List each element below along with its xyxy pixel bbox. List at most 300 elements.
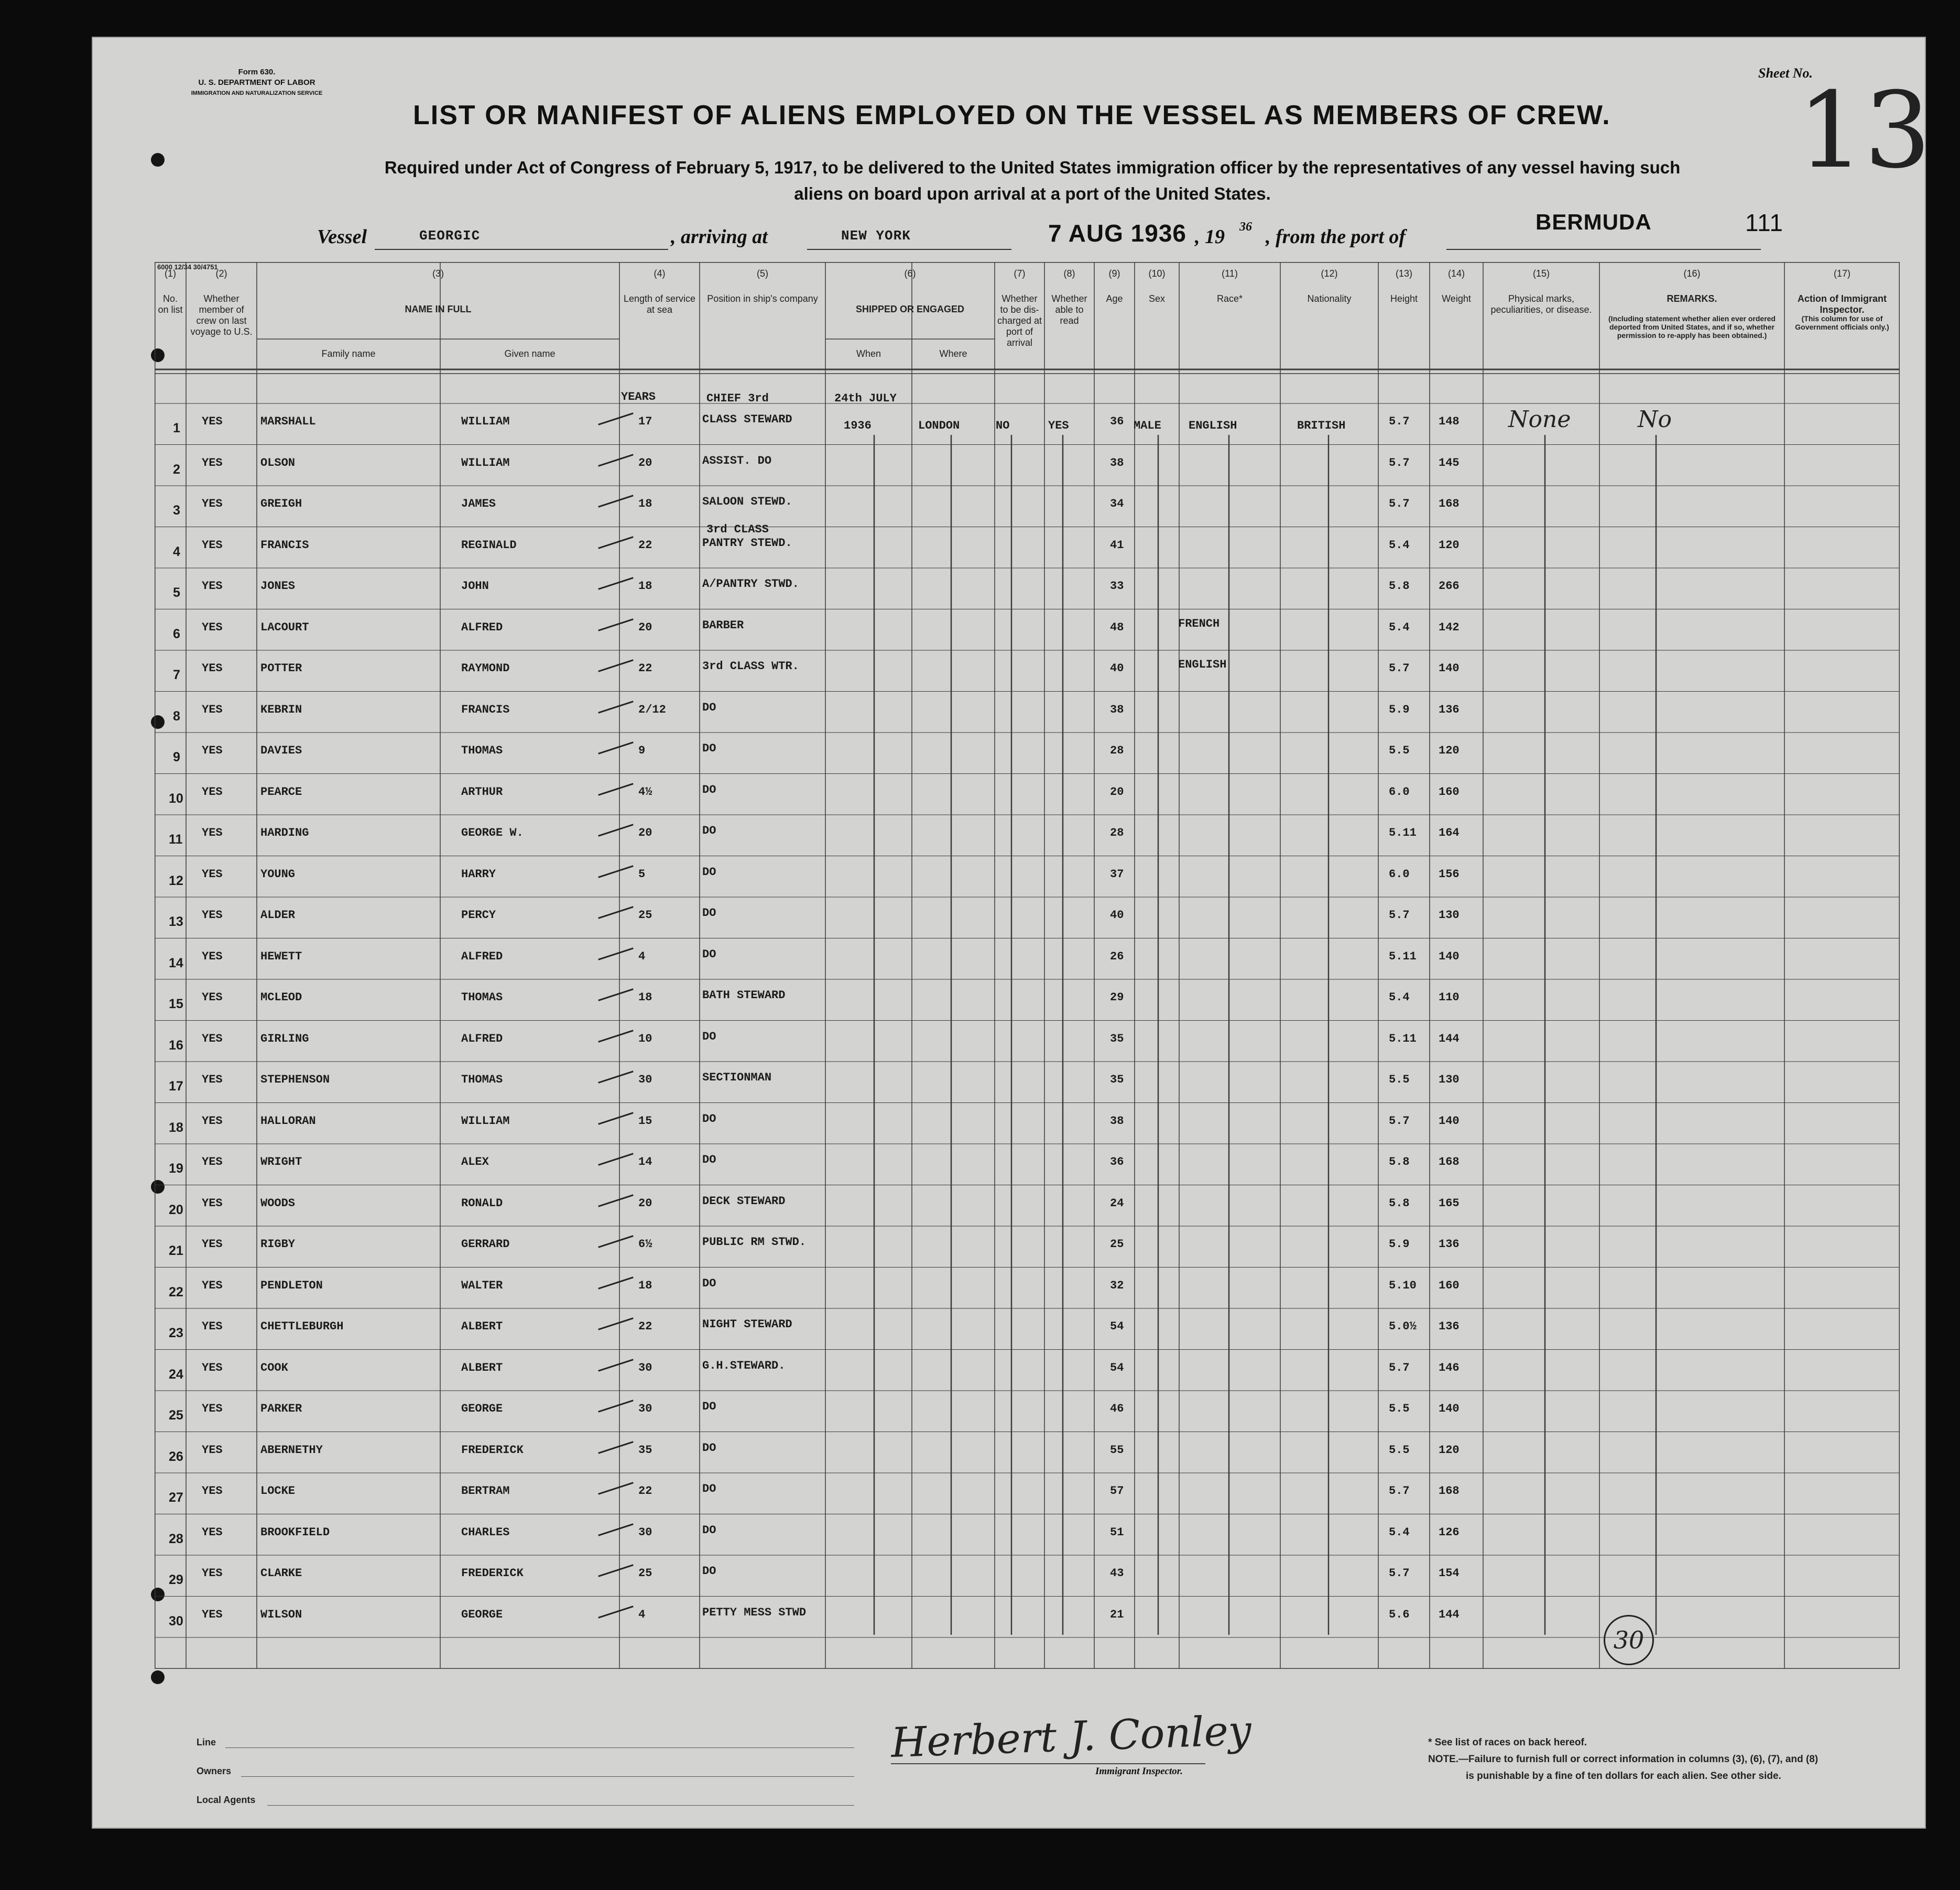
- weight: 144: [1439, 1608, 1460, 1621]
- vessel-underline: [375, 249, 668, 250]
- column-number: (16): [1683, 268, 1701, 279]
- family-name: COOK: [260, 1361, 288, 1374]
- remarks-value: No: [1638, 406, 1672, 433]
- previous-voyage: YES: [202, 1320, 223, 1333]
- previous-voyage: YES: [202, 1361, 223, 1374]
- list-number: 111: [1745, 209, 1783, 236]
- height: 5.7: [1389, 1567, 1410, 1580]
- column-label: Length of service at sea: [623, 293, 696, 315]
- row-number: 16: [169, 1037, 183, 1053]
- weight: 140: [1439, 949, 1460, 963]
- weight: 168: [1439, 497, 1460, 510]
- position: DO: [702, 824, 716, 837]
- print-code: 6000 12/34 30/4751: [157, 263, 218, 271]
- service-length: 9: [638, 744, 646, 757]
- row-number: 20: [169, 1202, 183, 1217]
- shipped-when-line-1: 24th JULY: [834, 392, 897, 405]
- origin-port: BERMUDA: [1536, 210, 1652, 234]
- service-length: 4½: [638, 785, 652, 799]
- previous-voyage: YES: [202, 662, 223, 675]
- height: 5.5: [1389, 1443, 1410, 1457]
- service-length: 20: [638, 1196, 652, 1210]
- service-length: 22: [638, 1484, 652, 1498]
- given-name: ALFRED: [461, 620, 503, 634]
- previous-voyage: YES: [202, 497, 223, 510]
- previous-voyage: YES: [202, 580, 223, 593]
- year-label: , 19: [1195, 226, 1225, 248]
- family-name: ABERNETHY: [260, 1443, 323, 1457]
- service-length: 20: [638, 456, 652, 469]
- column-label: Race*: [1216, 293, 1243, 304]
- department-name: U. S. DEPARTMENT OF LABOR: [198, 78, 315, 87]
- previous-voyage: YES: [202, 1238, 223, 1251]
- height: 6.0: [1389, 867, 1410, 881]
- column-number: (10): [1148, 268, 1166, 279]
- owners-underline: [241, 1776, 854, 1777]
- column-label: Position in ship's company: [707, 293, 818, 304]
- previous-voyage: YES: [202, 1032, 223, 1045]
- given-name: REGINALD: [461, 538, 517, 552]
- race-footnote: * See list of races on back hereof.: [1428, 1737, 1587, 1748]
- age: 57: [1110, 1484, 1124, 1498]
- sheet-number: 13: [1798, 70, 1931, 192]
- position: G.H.STEWARD.: [702, 1359, 786, 1372]
- row-number: 4: [173, 544, 180, 559]
- row-number: 18: [169, 1120, 183, 1135]
- position: A/PANTRY STWD.: [702, 577, 799, 591]
- column-number: (5): [757, 268, 768, 279]
- position: DO: [702, 1153, 716, 1166]
- age: 29: [1110, 991, 1124, 1004]
- age: 38: [1110, 703, 1124, 716]
- service-length: 6½: [638, 1238, 652, 1251]
- height: 5.11: [1389, 949, 1417, 963]
- position: DO: [702, 1441, 716, 1455]
- given-name: ALFRED: [461, 1032, 503, 1045]
- weight: 145: [1439, 456, 1460, 469]
- column-number: (13): [1395, 268, 1412, 279]
- weight: 126: [1439, 1525, 1460, 1539]
- previous-voyage: YES: [202, 785, 223, 799]
- family-name: HARDING: [260, 826, 309, 839]
- vessel-label: Vessel: [317, 226, 367, 248]
- subtitle-line-2: aliens on board upon arrival at a port of the United States.: [794, 184, 1271, 203]
- family-name: HALLORAN: [260, 1114, 316, 1128]
- weight: 136: [1439, 1238, 1460, 1251]
- given-name: WILLIAM: [461, 415, 510, 428]
- age: 32: [1110, 1279, 1124, 1292]
- service-length: 18: [638, 1279, 652, 1292]
- nationality-value: BRITISH: [1297, 419, 1346, 432]
- height: 5.11: [1389, 1032, 1417, 1045]
- given-name: ALFRED: [461, 949, 503, 963]
- column-sublabel: Where: [939, 348, 967, 359]
- family-name: DAVIES: [260, 744, 302, 757]
- column-label: SHIPPED OR ENGAGED: [855, 304, 965, 314]
- column-label: Whether able to read: [1051, 293, 1087, 326]
- discharged-value: NO: [996, 419, 1010, 432]
- inspector-signature: Herbert J. Conley: [890, 1707, 1253, 1767]
- column-number: (15): [1532, 268, 1550, 279]
- position: 3rd CLASS WTR.: [702, 660, 799, 673]
- position: DO: [702, 1112, 716, 1126]
- column-label: Nationality: [1307, 293, 1352, 304]
- weight: 146: [1439, 1361, 1460, 1374]
- height: 5.8: [1389, 580, 1410, 593]
- subtitle-line-1: Required under Act of Congress of February 5, 1917, to be delivered to the United States immigration officer by the representatives of any vessel having such: [384, 158, 1681, 177]
- given-name: HARRY: [461, 867, 496, 881]
- weight: 120: [1439, 744, 1460, 757]
- service-length: 22: [638, 662, 652, 675]
- height: 5.6: [1389, 1608, 1410, 1621]
- family-name: BROOKFIELD: [260, 1525, 330, 1539]
- penalty-note-1: NOTE.—Failure to furnish full or correct information in columns (3), (6), (7), and (8): [1428, 1754, 1819, 1765]
- position: DECK STEWARD: [702, 1194, 786, 1208]
- position: DO: [702, 1400, 716, 1413]
- race: FRENCH: [1178, 617, 1220, 630]
- local-agents-label: Local Agents: [197, 1795, 256, 1805]
- previous-voyage: YES: [202, 867, 223, 881]
- family-name: KEBRIN: [260, 703, 302, 716]
- previous-voyage: YES: [202, 1567, 223, 1580]
- row-number: 13: [169, 914, 183, 929]
- column-label: Height: [1390, 293, 1418, 304]
- manifest-table: [155, 262, 1900, 1669]
- line-label: Line: [197, 1737, 216, 1747]
- row-number: 26: [169, 1449, 183, 1464]
- position: PETTY MESS STWD: [702, 1605, 807, 1619]
- height: 5.11: [1389, 826, 1417, 839]
- weight: 142: [1439, 620, 1460, 634]
- position: DO: [702, 1565, 716, 1578]
- age: 35: [1110, 1032, 1124, 1045]
- age: 26: [1110, 949, 1124, 963]
- previous-voyage: YES: [202, 744, 223, 757]
- signature-underline: [891, 1763, 1205, 1764]
- height: 6.0: [1389, 785, 1410, 799]
- service-length: 5: [638, 867, 646, 881]
- weight: 164: [1439, 826, 1460, 839]
- form-header: [157, 67, 356, 99]
- given-name: GEORGE: [461, 1402, 503, 1415]
- age: 25: [1110, 1238, 1124, 1251]
- binding-hole: [151, 153, 165, 167]
- age: 36: [1110, 415, 1124, 428]
- family-name: ALDER: [260, 909, 296, 922]
- line-underline: [225, 1747, 854, 1748]
- weight: 110: [1439, 991, 1460, 1004]
- service-length: 4: [638, 1608, 646, 1621]
- position: BATH STEWARD: [702, 989, 786, 1002]
- position: NIGHT STEWARD: [702, 1318, 792, 1331]
- position: DO: [702, 701, 716, 714]
- arriving-underline: [807, 249, 1011, 250]
- age: 54: [1110, 1320, 1124, 1333]
- height: 5.5: [1389, 1402, 1410, 1415]
- service-length: 15: [638, 1114, 652, 1128]
- given-name: WILLIAM: [461, 456, 510, 469]
- previous-voyage: YES: [202, 949, 223, 963]
- position-line-1: CHIEF 3rd: [706, 392, 769, 405]
- row-number: 6: [173, 626, 180, 641]
- weight: 160: [1439, 1279, 1460, 1292]
- height: 5.7: [1389, 415, 1410, 428]
- service-length: 18: [638, 497, 652, 510]
- height: 5.4: [1389, 538, 1410, 552]
- family-name: STEPHENSON: [260, 1073, 330, 1086]
- row-number: 21: [169, 1243, 183, 1258]
- given-name: BERTRAM: [461, 1484, 510, 1498]
- previous-voyage: YES: [202, 1525, 223, 1539]
- family-name: WILSON: [260, 1608, 302, 1621]
- weight: 266: [1439, 580, 1460, 593]
- height: 5.7: [1389, 1484, 1410, 1498]
- previous-voyage: YES: [202, 703, 223, 716]
- height: 5.7: [1389, 909, 1410, 922]
- age: 46: [1110, 1402, 1124, 1415]
- column-label: Whether member of crew on last voyage to U.S.: [190, 293, 253, 337]
- age: 20: [1110, 785, 1124, 799]
- row-number: 8: [173, 708, 180, 724]
- position: DO: [702, 906, 716, 920]
- position: PUBLIC RM STWD.: [702, 1236, 807, 1249]
- binding-hole: [151, 1670, 165, 1684]
- given-name: ALBERT: [461, 1361, 503, 1374]
- height: 5.8: [1389, 1155, 1410, 1168]
- age: 43: [1110, 1567, 1124, 1580]
- position: SALOON STEWD.: [702, 495, 792, 508]
- position: DO: [702, 783, 716, 796]
- previous-voyage: YES: [202, 1114, 223, 1128]
- service-length: 22: [638, 1320, 652, 1333]
- service-length: 30: [638, 1361, 652, 1374]
- race-value: ENGLISH: [1189, 419, 1237, 432]
- year-value: 36: [1239, 220, 1252, 234]
- family-name: PARKER: [260, 1402, 302, 1415]
- family-name: YOUNG: [260, 867, 296, 881]
- previous-voyage: YES: [202, 1279, 223, 1292]
- from-port-label: , from the port of: [1266, 226, 1406, 248]
- service-length: 18: [638, 580, 652, 593]
- column-label: Whether to be dis-charged at port of arrival: [997, 293, 1042, 348]
- age: 24: [1110, 1196, 1124, 1210]
- family-name: WRIGHT: [260, 1155, 302, 1168]
- column-number: (7): [1014, 268, 1026, 279]
- family-name: MARSHALL: [260, 415, 316, 428]
- height: 5.10: [1389, 1279, 1417, 1292]
- row-number: 23: [169, 1326, 183, 1340]
- age: 28: [1110, 744, 1124, 757]
- inspector-label: Immigrant Inspector.: [1095, 1766, 1183, 1777]
- height: 5.7: [1389, 497, 1410, 510]
- column-number: (17): [1833, 268, 1850, 279]
- given-name: RAYMOND: [461, 662, 510, 675]
- column-number: (8): [1063, 268, 1075, 279]
- row-number: 10: [169, 791, 183, 806]
- service-length: 20: [638, 620, 652, 634]
- previous-voyage: YES: [202, 620, 223, 634]
- race: ENGLISH: [1178, 658, 1227, 671]
- read-value: YES: [1048, 419, 1069, 432]
- age: 38: [1110, 456, 1124, 469]
- position: ASSIST. DO: [702, 454, 772, 467]
- height: 5.7: [1389, 1114, 1410, 1128]
- column-label: Sex: [1148, 293, 1166, 304]
- given-name: GERRARD: [461, 1238, 510, 1251]
- row-number: 3: [173, 503, 180, 518]
- service-length: 22: [638, 538, 652, 552]
- weight: 156: [1439, 867, 1460, 881]
- position: PANTRY STEWD.: [702, 536, 792, 550]
- family-name: OLSON: [260, 456, 296, 469]
- row-number: 19: [169, 1161, 183, 1176]
- column-sublabel: When: [856, 348, 881, 359]
- column-sublabel: Given name: [504, 348, 556, 359]
- weight: 120: [1439, 538, 1460, 552]
- given-name: GEORGE: [461, 1608, 503, 1621]
- height: 5.7: [1389, 456, 1410, 469]
- previous-voyage: YES: [202, 1073, 223, 1086]
- height: 5.5: [1389, 1073, 1410, 1086]
- row-number: 25: [169, 1408, 183, 1423]
- column-number: (3): [432, 268, 444, 279]
- previous-voyage: YES: [202, 1402, 223, 1415]
- age: 55: [1110, 1443, 1124, 1457]
- position-prefix: 3rd CLASS: [706, 522, 769, 536]
- height: 5.5: [1389, 744, 1410, 757]
- column-note: (Including statement whether alien ever ordered deported from United States, and if so, whether permission to re-apply has been obtained.): [1608, 314, 1776, 340]
- age: 33: [1110, 580, 1124, 593]
- position: DO: [702, 742, 716, 755]
- given-name: FRANCIS: [461, 703, 510, 716]
- previous-voyage: YES: [202, 1443, 223, 1457]
- port-underline: [1446, 249, 1761, 250]
- column-label: Action of Immigrant Inspector.: [1798, 293, 1887, 315]
- weight: 154: [1439, 1567, 1460, 1580]
- height: 5.9: [1389, 703, 1410, 716]
- service-unit: YEARS: [621, 390, 656, 403]
- service-length: 17: [638, 415, 652, 428]
- weight: 130: [1439, 1073, 1460, 1086]
- height: 5.9: [1389, 1238, 1410, 1251]
- previous-voyage: YES: [202, 1608, 223, 1621]
- column-note: (This column for use of Government officials only.): [1795, 314, 1889, 331]
- height: 5.7: [1389, 662, 1410, 675]
- weight: 120: [1439, 1443, 1460, 1457]
- weight: 148: [1439, 415, 1460, 428]
- weight: 160: [1439, 785, 1460, 799]
- column-label: REMARKS.: [1667, 293, 1717, 304]
- row-number: 5: [173, 585, 180, 600]
- weight: 168: [1439, 1484, 1460, 1498]
- age: 28: [1110, 826, 1124, 839]
- position: DO: [702, 1030, 716, 1043]
- given-name: THOMAS: [461, 991, 503, 1004]
- height: 5.7: [1389, 1361, 1410, 1374]
- previous-voyage: YES: [202, 456, 223, 469]
- row-number: 22: [169, 1284, 183, 1299]
- weight: 136: [1439, 1320, 1460, 1333]
- previous-voyage: YES: [202, 826, 223, 839]
- sex-value: MALE: [1134, 419, 1161, 432]
- row-number: 12: [169, 873, 183, 888]
- column-number: (2): [215, 268, 227, 279]
- family-name: PEARCE: [260, 785, 302, 799]
- height: 5.0½: [1389, 1320, 1417, 1333]
- column-number: (12): [1321, 268, 1338, 279]
- row-number: 9: [173, 750, 180, 764]
- given-name: JOHN: [461, 580, 489, 593]
- age: 40: [1110, 909, 1124, 922]
- position: SECTIONMAN: [702, 1071, 772, 1084]
- family-name: LOCKE: [260, 1484, 296, 1498]
- weight: 168: [1439, 1155, 1460, 1168]
- age: 38: [1110, 1114, 1124, 1128]
- age: 54: [1110, 1361, 1124, 1374]
- previous-voyage: YES: [202, 1484, 223, 1498]
- position: DO: [702, 1523, 716, 1537]
- given-name: WALTER: [461, 1279, 503, 1292]
- service-length: 18: [638, 991, 652, 1004]
- weight: 165: [1439, 1196, 1460, 1210]
- age: 48: [1110, 620, 1124, 634]
- previous-voyage: YES: [202, 538, 223, 552]
- shipped-when-line-2: 1936: [844, 419, 872, 432]
- column-number: (6): [904, 268, 916, 279]
- owners-label: Owners: [197, 1766, 232, 1776]
- position: CLASS STEWARD: [702, 413, 792, 426]
- family-name: RIGBY: [260, 1238, 296, 1251]
- weight: 140: [1439, 1114, 1460, 1128]
- given-name: FREDERICK: [461, 1443, 524, 1457]
- row-number: 11: [169, 832, 183, 847]
- service-length: 30: [638, 1073, 652, 1086]
- physical-marks-value: None: [1508, 406, 1571, 433]
- service-length: 35: [638, 1443, 652, 1457]
- shipped-where: LONDON: [918, 419, 960, 432]
- row-number: 17: [169, 1079, 183, 1094]
- position: DO: [702, 947, 716, 961]
- column-label: NAME IN FULL: [405, 304, 472, 314]
- column-number: (14): [1447, 268, 1465, 279]
- column-label: Physical marks, peculiarities, or disease.: [1490, 293, 1592, 315]
- given-name: ALEX: [461, 1155, 489, 1168]
- given-name: THOMAS: [461, 1073, 503, 1086]
- age: 41: [1110, 538, 1124, 552]
- form-number: Form 630.: [238, 68, 276, 77]
- column-number: (1): [165, 268, 176, 279]
- previous-voyage: YES: [202, 1196, 223, 1210]
- height: 5.4: [1389, 991, 1410, 1004]
- service-length: 25: [638, 909, 652, 922]
- weight: 136: [1439, 703, 1460, 716]
- column-label: Age: [1106, 293, 1123, 304]
- column-number: (9): [1108, 268, 1120, 279]
- service-length: 2/12: [638, 703, 666, 716]
- weight: 140: [1439, 662, 1460, 675]
- row-number: 7: [173, 668, 180, 682]
- column-label: No. on list: [158, 293, 183, 315]
- service-length: 25: [638, 1567, 652, 1580]
- family-name: MCLEOD: [260, 991, 302, 1004]
- service-length: 30: [638, 1402, 652, 1415]
- family-name: HEWETT: [260, 949, 302, 963]
- row-number: 28: [169, 1531, 183, 1546]
- given-name: FREDERICK: [461, 1567, 524, 1580]
- document-title: LIST OR MANIFEST OF ALIENS EMPLOYED ON THE VESSEL AS MEMBERS OF CREW.: [413, 100, 1611, 130]
- service-length: 10: [638, 1032, 652, 1045]
- previous-voyage: YES: [202, 1155, 223, 1168]
